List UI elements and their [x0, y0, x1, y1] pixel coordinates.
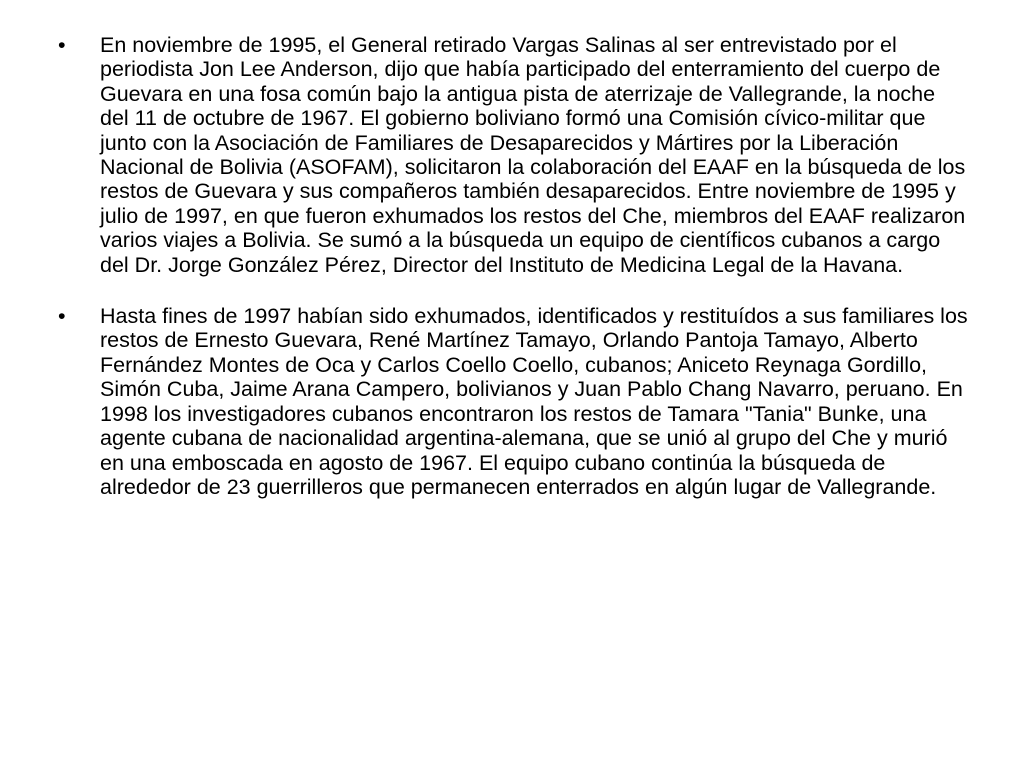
bullet-text-1: En noviembre de 1995, el General retirado Vargas Salinas al ser entrevistado por el periodista Jon Lee Anderson, dijo que había participado del enterramiento del cuerpo de Guevara en una fosa común bajo la antigua pista de aterrizaje de Vallegrande, la noche del 11 de octubre de 1967. El gobierno boliviano formó una Comisión cívico-militar que junto con la Asociación de Familiares de Desaparecidos y Mártires por la Liberación Nacional de Bolivia (ASOFAM), solicitaron la colaboración del EAAF en la búsqueda de los restos de Guevara y sus compañeros también desaparecidos. Entre noviembre de 1995 y julio de 1997, en que fueron exhumados los restos del Che, miembros del EAAF realizaron varios viajes a Bolivia. Se sumó a la búsqueda un equipo de científicos cubanos a cargo del Dr. Jorge González Pérez, Director del Instituto de Medicina Legal de la Havana. — [100, 33, 966, 277]
bullet-item-1 — [58, 33, 968, 277]
bullet-text-2: Hasta fines de 1997 habían sido exhumados, identificados y restituídos a sus familiares los restos de Ernesto Guevara, René Martínez Tamayo, Orlando Pantoja Tamayo, Alberto Fernández Montes de Oca y Carlos Coello Coello, cubanos; Aniceto Reynaga Gordillo, Simón Cuba, Jaime Arana Campero, bolivianos y Juan Pablo Chang Navarro, peruano. En 1998 los investigadores cubanos encontraron los restos de Tamara "Tania" Bunke, una agente cubana de nacionalidad argentina-alemana, que se unió al grupo del Che y murió en una emboscada en agosto de 1967. El equipo cubano continúa la búsqueda de alrededor de 23 guerrilleros que permanecen enterrados en algún lugar de Vallegrande. — [100, 304, 968, 499]
bullet-marker: • — [58, 304, 66, 329]
bullet-item-2 — [58, 304, 968, 499]
bullet-marker: • — [58, 33, 66, 57]
bullet-list — [58, 33, 968, 526]
